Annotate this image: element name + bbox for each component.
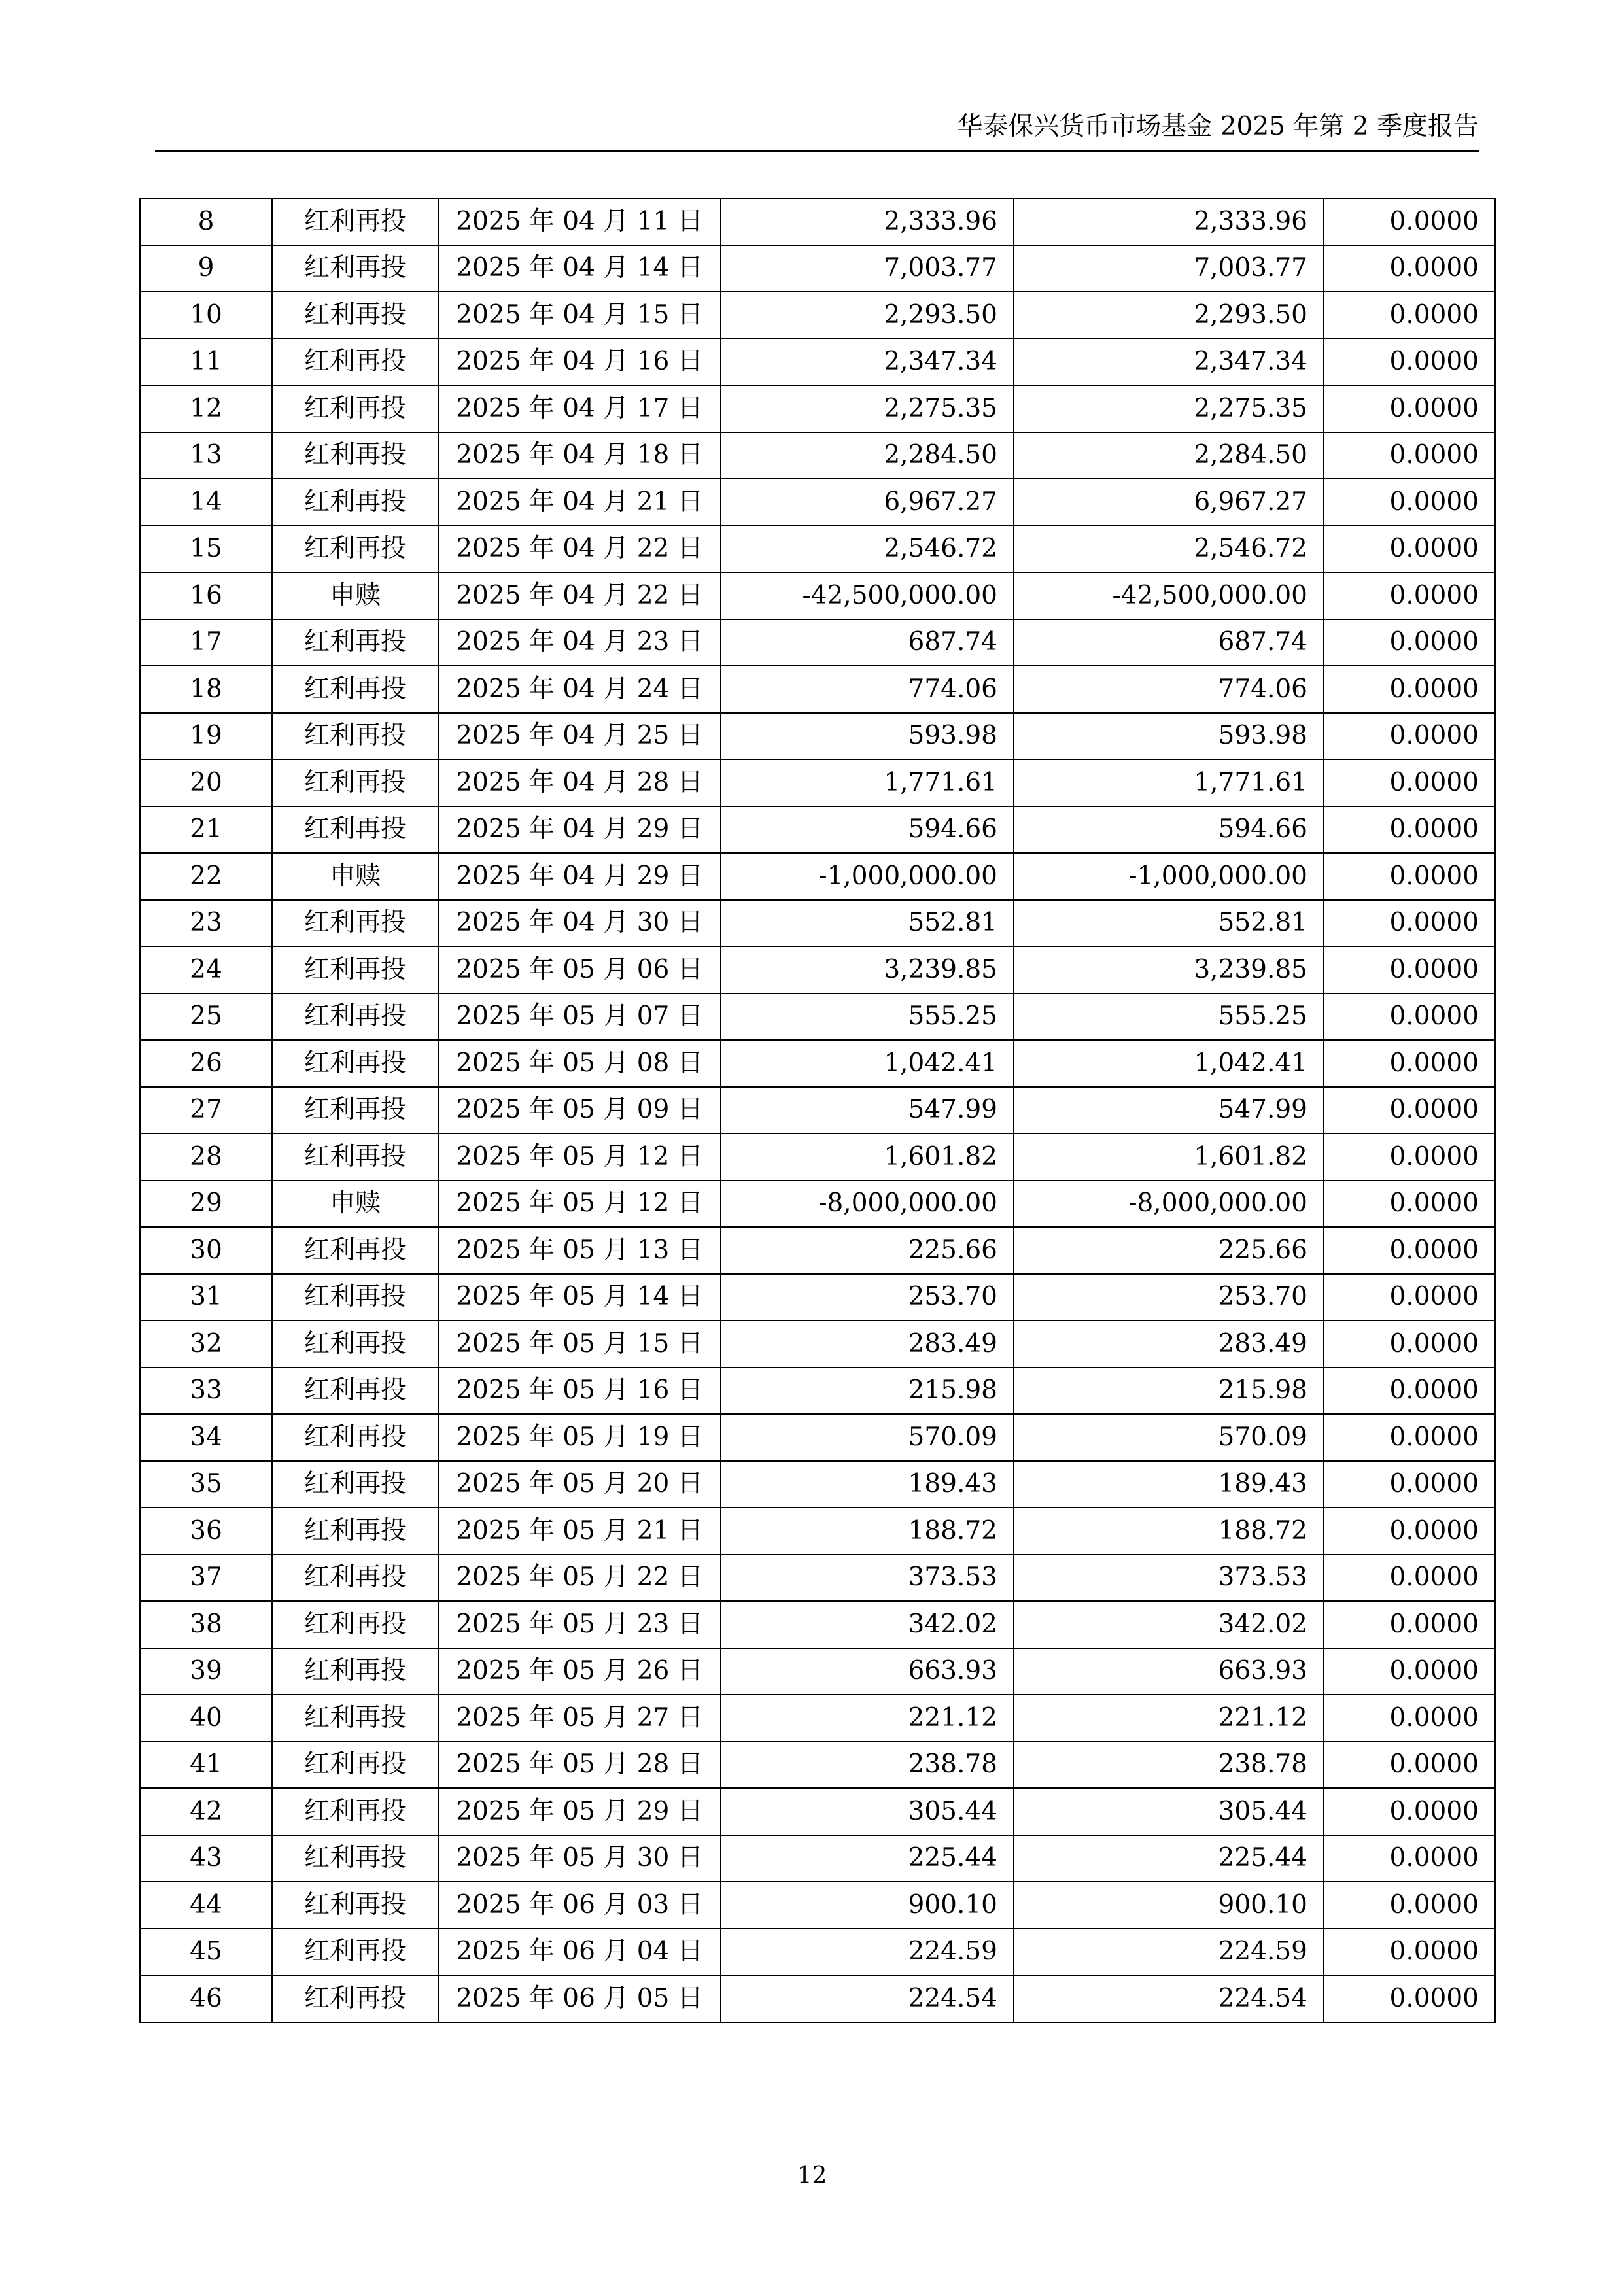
- table-row: [140, 526, 1495, 573]
- share-amount-cell: 373.53: [1014, 1555, 1324, 1602]
- amount-cell: 221.12: [721, 1695, 1014, 1742]
- table-row: [140, 1835, 1495, 1882]
- transaction-date-cell: 2025 年 04 月 23 日: [438, 619, 721, 666]
- transaction-type-cell: 红利再投: [272, 993, 438, 1041]
- table-row: [140, 619, 1495, 666]
- amount-cell: 6,967.27: [721, 479, 1014, 526]
- transaction-type-cell: 红利再投: [272, 1274, 438, 1321]
- row-number-cell: 13: [140, 432, 272, 479]
- share-amount-cell: 253.70: [1014, 1274, 1324, 1321]
- row-number-cell: 40: [140, 1695, 272, 1742]
- row-number-cell: 27: [140, 1087, 272, 1134]
- transaction-type-cell: 红利再投: [272, 339, 438, 386]
- transaction-date-cell: 2025 年 04 月 29 日: [438, 806, 721, 854]
- transaction-date-cell: 2025 年 04 月 22 日: [438, 572, 721, 619]
- fee-cell: 0.0000: [1324, 1929, 1495, 1976]
- row-number-cell: 10: [140, 292, 272, 339]
- transaction-date-cell: 2025 年 05 月 14 日: [438, 1274, 721, 1321]
- row-number-cell: 28: [140, 1133, 272, 1181]
- fee-cell: 0.0000: [1324, 806, 1495, 854]
- table-row: [140, 432, 1495, 479]
- fee-cell: 0.0000: [1324, 666, 1495, 713]
- transaction-type-cell: 红利再投: [272, 1414, 438, 1461]
- table-row: [140, 1320, 1495, 1368]
- table-row: [140, 946, 1495, 993]
- transaction-type-cell: 红利再投: [272, 946, 438, 993]
- transaction-date-cell: 2025 年 05 月 07 日: [438, 993, 721, 1041]
- row-number-cell: 44: [140, 1882, 272, 1929]
- transaction-type-cell: 红利再投: [272, 1695, 438, 1742]
- amount-cell: 900.10: [721, 1882, 1014, 1929]
- row-number-cell: 22: [140, 853, 272, 900]
- transaction-type-cell: 红利再投: [272, 1882, 438, 1929]
- transaction-date-cell: 2025 年 04 月 30 日: [438, 900, 721, 947]
- row-number-cell: 15: [140, 526, 272, 573]
- row-number-cell: 33: [140, 1368, 272, 1415]
- amount-cell: 189.43: [721, 1461, 1014, 1508]
- share-amount-cell: 1,771.61: [1014, 759, 1324, 806]
- transaction-type-cell: 红利再投: [272, 1975, 438, 2022]
- table-row: [140, 339, 1495, 386]
- table-row: [140, 853, 1495, 900]
- transaction-type-cell: 红利再投: [272, 526, 438, 573]
- share-amount-cell: 3,239.85: [1014, 946, 1324, 993]
- amount-cell: 224.54: [721, 1975, 1014, 2022]
- transaction-type-cell: 红利再投: [272, 1648, 438, 1695]
- transaction-date-cell: 2025 年 05 月 08 日: [438, 1040, 721, 1087]
- share-amount-cell: 2,546.72: [1014, 526, 1324, 573]
- fee-cell: 0.0000: [1324, 1835, 1495, 1882]
- table-row: [140, 245, 1495, 292]
- transaction-type-cell: 红利再投: [272, 245, 438, 292]
- share-amount-cell: 593.98: [1014, 713, 1324, 760]
- row-number-cell: 42: [140, 1788, 272, 1835]
- transaction-date-cell: 2025 年 06 月 04 日: [438, 1929, 721, 1976]
- fee-cell: 0.0000: [1324, 1695, 1495, 1742]
- transaction-date-cell: 2025 年 05 月 20 日: [438, 1461, 721, 1508]
- share-amount-cell: 283.49: [1014, 1320, 1324, 1368]
- table-row: [140, 806, 1495, 854]
- transaction-type-cell: 红利再投: [272, 1087, 438, 1134]
- share-amount-cell: 224.54: [1014, 1975, 1324, 2022]
- transaction-type-cell: 红利再投: [272, 1227, 438, 1274]
- table-row: [140, 1508, 1495, 1555]
- row-number-cell: 46: [140, 1975, 272, 2022]
- table-row: [140, 1555, 1495, 1602]
- share-amount-cell: 2,275.35: [1014, 385, 1324, 432]
- transaction-type-cell: 红利再投: [272, 1742, 438, 1789]
- amount-cell: 594.66: [721, 806, 1014, 854]
- amount-cell: -8,000,000.00: [721, 1181, 1014, 1228]
- row-number-cell: 20: [140, 759, 272, 806]
- share-amount-cell: 570.09: [1014, 1414, 1324, 1461]
- amount-cell: 215.98: [721, 1368, 1014, 1415]
- transaction-date-cell: 2025 年 05 月 23 日: [438, 1601, 721, 1648]
- table-row: [140, 1929, 1495, 1976]
- amount-cell: 547.99: [721, 1087, 1014, 1134]
- transaction-date-cell: 2025 年 06 月 05 日: [438, 1975, 721, 2022]
- transaction-date-cell: 2025 年 04 月 17 日: [438, 385, 721, 432]
- fee-cell: 0.0000: [1324, 1368, 1495, 1415]
- transaction-type-cell: 红利再投: [272, 1133, 438, 1181]
- fee-cell: 0.0000: [1324, 1133, 1495, 1181]
- share-amount-cell: 594.66: [1014, 806, 1324, 854]
- share-amount-cell: 547.99: [1014, 1087, 1324, 1134]
- amount-cell: 687.74: [721, 619, 1014, 666]
- transaction-date-cell: 2025 年 04 月 14 日: [438, 245, 721, 292]
- share-amount-cell: 2,284.50: [1014, 432, 1324, 479]
- row-number-cell: 26: [140, 1040, 272, 1087]
- transaction-type-cell: 红利再投: [272, 1461, 438, 1508]
- transaction-date-cell: 2025 年 05 月 29 日: [438, 1788, 721, 1835]
- amount-cell: 1,601.82: [721, 1133, 1014, 1181]
- share-amount-cell: 189.43: [1014, 1461, 1324, 1508]
- fee-cell: 0.0000: [1324, 946, 1495, 993]
- transaction-type-cell: 红利再投: [272, 759, 438, 806]
- fee-cell: 0.0000: [1324, 1648, 1495, 1695]
- transaction-date-cell: 2025 年 04 月 28 日: [438, 759, 721, 806]
- amount-cell: 2,347.34: [721, 339, 1014, 386]
- transaction-type-cell: 红利再投: [272, 1320, 438, 1368]
- transaction-date-cell: 2025 年 04 月 25 日: [438, 713, 721, 760]
- fee-cell: 0.0000: [1324, 1975, 1495, 2022]
- transaction-date-cell: 2025 年 05 月 21 日: [438, 1508, 721, 1555]
- row-number-cell: 29: [140, 1181, 272, 1228]
- page-number: 12: [797, 2162, 827, 2189]
- transaction-type-cell: 红利再投: [272, 1555, 438, 1602]
- table-row: [140, 572, 1495, 619]
- row-number-cell: 35: [140, 1461, 272, 1508]
- table-row: [140, 1087, 1495, 1134]
- share-amount-cell: 188.72: [1014, 1508, 1324, 1555]
- transaction-date-cell: 2025 年 04 月 15 日: [438, 292, 721, 339]
- transaction-date-cell: 2025 年 04 月 24 日: [438, 666, 721, 713]
- row-number-cell: 31: [140, 1274, 272, 1321]
- row-number-cell: 39: [140, 1648, 272, 1695]
- row-number-cell: 37: [140, 1555, 272, 1602]
- row-number-cell: 19: [140, 713, 272, 760]
- share-amount-cell: 1,601.82: [1014, 1133, 1324, 1181]
- fee-cell: 0.0000: [1324, 993, 1495, 1041]
- fee-cell: 0.0000: [1324, 1181, 1495, 1228]
- share-amount-cell: 663.93: [1014, 1648, 1324, 1695]
- table-row: [140, 1368, 1495, 1415]
- share-amount-cell: -1,000,000.00: [1014, 853, 1324, 900]
- transaction-date-cell: 2025 年 05 月 09 日: [438, 1087, 721, 1134]
- amount-cell: 1,042.41: [721, 1040, 1014, 1087]
- fee-cell: 0.0000: [1324, 900, 1495, 947]
- transaction-type-cell: 红利再投: [272, 1368, 438, 1415]
- row-number-cell: 12: [140, 385, 272, 432]
- transaction-type-cell: 红利再投: [272, 432, 438, 479]
- fee-cell: 0.0000: [1324, 713, 1495, 760]
- share-amount-cell: 215.98: [1014, 1368, 1324, 1415]
- fee-cell: 0.0000: [1324, 759, 1495, 806]
- fee-cell: 0.0000: [1324, 339, 1495, 386]
- transaction-type-cell: 申赎: [272, 1181, 438, 1228]
- transaction-type-cell: 申赎: [272, 853, 438, 900]
- row-number-cell: 23: [140, 900, 272, 947]
- row-number-cell: 30: [140, 1227, 272, 1274]
- amount-cell: 663.93: [721, 1648, 1014, 1695]
- table-row: [140, 1181, 1495, 1228]
- share-amount-cell: -42,500,000.00: [1014, 572, 1324, 619]
- row-number-cell: 24: [140, 946, 272, 993]
- transaction-type-cell: 红利再投: [272, 713, 438, 760]
- transaction-type-cell: 红利再投: [272, 806, 438, 854]
- transaction-type-cell: 红利再投: [272, 198, 438, 245]
- transaction-date-cell: 2025 年 04 月 21 日: [438, 479, 721, 526]
- amount-cell: 555.25: [721, 993, 1014, 1041]
- table-row: [140, 1742, 1495, 1789]
- amount-cell: -1,000,000.00: [721, 853, 1014, 900]
- table-row: [140, 1975, 1495, 2022]
- amount-cell: 283.49: [721, 1320, 1014, 1368]
- transaction-date-cell: 2025 年 04 月 11 日: [438, 198, 721, 245]
- fee-cell: 0.0000: [1324, 619, 1495, 666]
- amount-cell: -42,500,000.00: [721, 572, 1014, 619]
- table-row: [140, 385, 1495, 432]
- transaction-date-cell: 2025 年 05 月 26 日: [438, 1648, 721, 1695]
- fee-cell: 0.0000: [1324, 1601, 1495, 1648]
- transaction-date-cell: 2025 年 05 月 12 日: [438, 1133, 721, 1181]
- transaction-date-cell: 2025 年 05 月 27 日: [438, 1695, 721, 1742]
- row-number-cell: 11: [140, 339, 272, 386]
- amount-cell: 2,333.96: [721, 198, 1014, 245]
- table-row: [140, 900, 1495, 947]
- amount-cell: 188.72: [721, 1508, 1014, 1555]
- fee-cell: 0.0000: [1324, 1320, 1495, 1368]
- share-amount-cell: 2,347.34: [1014, 339, 1324, 386]
- amount-cell: 373.53: [721, 1555, 1014, 1602]
- transaction-table-body: [140, 198, 1495, 2022]
- table-row: [140, 1414, 1495, 1461]
- transaction-type-cell: 申赎: [272, 572, 438, 619]
- table-row: [140, 1274, 1495, 1321]
- table-row: [140, 1648, 1495, 1695]
- row-number-cell: 32: [140, 1320, 272, 1368]
- amount-cell: 7,003.77: [721, 245, 1014, 292]
- fee-cell: 0.0000: [1324, 853, 1495, 900]
- transaction-date-cell: 2025 年 05 月 22 日: [438, 1555, 721, 1602]
- table-row: [140, 1133, 1495, 1181]
- fee-cell: 0.0000: [1324, 245, 1495, 292]
- amount-cell: 224.59: [721, 1929, 1014, 1976]
- table-row: [140, 292, 1495, 339]
- fee-cell: 0.0000: [1324, 1508, 1495, 1555]
- share-amount-cell: 687.74: [1014, 619, 1324, 666]
- share-amount-cell: 900.10: [1014, 1882, 1324, 1929]
- amount-cell: 2,546.72: [721, 526, 1014, 573]
- transaction-type-cell: 红利再投: [272, 1835, 438, 1882]
- row-number-cell: 41: [140, 1742, 272, 1789]
- share-amount-cell: 555.25: [1014, 993, 1324, 1041]
- fee-cell: 0.0000: [1324, 1461, 1495, 1508]
- fee-cell: 0.0000: [1324, 292, 1495, 339]
- transaction-date-cell: 2025 年 04 月 29 日: [438, 853, 721, 900]
- transaction-type-cell: 红利再投: [272, 385, 438, 432]
- table-row: [140, 1461, 1495, 1508]
- transaction-type-cell: 红利再投: [272, 1788, 438, 1835]
- transaction-date-cell: 2025 年 05 月 12 日: [438, 1181, 721, 1228]
- table-row: [140, 198, 1495, 245]
- transaction-date-cell: 2025 年 05 月 15 日: [438, 1320, 721, 1368]
- transaction-type-cell: 红利再投: [272, 900, 438, 947]
- fee-cell: 0.0000: [1324, 479, 1495, 526]
- row-number-cell: 38: [140, 1601, 272, 1648]
- row-number-cell: 9: [140, 245, 272, 292]
- transaction-table-container: [139, 198, 1496, 2023]
- transaction-date-cell: 2025 年 05 月 28 日: [438, 1742, 721, 1789]
- fee-cell: 0.0000: [1324, 1227, 1495, 1274]
- amount-cell: 225.44: [721, 1835, 1014, 1882]
- fee-cell: 0.0000: [1324, 1414, 1495, 1461]
- amount-cell: 2,275.35: [721, 385, 1014, 432]
- amount-cell: 225.66: [721, 1227, 1014, 1274]
- amount-cell: 253.70: [721, 1274, 1014, 1321]
- fee-cell: 0.0000: [1324, 198, 1495, 245]
- amount-cell: 342.02: [721, 1601, 1014, 1648]
- row-number-cell: 17: [140, 619, 272, 666]
- amount-cell: 305.44: [721, 1788, 1014, 1835]
- share-amount-cell: 221.12: [1014, 1695, 1324, 1742]
- fee-cell: 0.0000: [1324, 1087, 1495, 1134]
- fee-cell: 0.0000: [1324, 432, 1495, 479]
- share-amount-cell: 238.78: [1014, 1742, 1324, 1789]
- fee-cell: 0.0000: [1324, 1555, 1495, 1602]
- table-row: [140, 666, 1495, 713]
- transaction-type-cell: 红利再投: [272, 1040, 438, 1087]
- fee-cell: 0.0000: [1324, 1742, 1495, 1789]
- share-amount-cell: 1,042.41: [1014, 1040, 1324, 1087]
- amount-cell: 570.09: [721, 1414, 1014, 1461]
- table-row: [140, 1788, 1495, 1835]
- share-amount-cell: 342.02: [1014, 1601, 1324, 1648]
- share-amount-cell: -8,000,000.00: [1014, 1181, 1324, 1228]
- row-number-cell: 16: [140, 572, 272, 619]
- table-row: [140, 1227, 1495, 1274]
- table-row: [140, 1040, 1495, 1087]
- transaction-date-cell: 2025 年 04 月 22 日: [438, 526, 721, 573]
- amount-cell: 552.81: [721, 900, 1014, 947]
- table-row: [140, 1695, 1495, 1742]
- row-number-cell: 45: [140, 1929, 272, 1976]
- row-number-cell: 8: [140, 198, 272, 245]
- share-amount-cell: 2,333.96: [1014, 198, 1324, 245]
- amount-cell: 2,293.50: [721, 292, 1014, 339]
- table-row: [140, 479, 1495, 526]
- transaction-date-cell: 2025 年 05 月 19 日: [438, 1414, 721, 1461]
- transaction-type-cell: 红利再投: [272, 1601, 438, 1648]
- fee-cell: 0.0000: [1324, 1274, 1495, 1321]
- share-amount-cell: 774.06: [1014, 666, 1324, 713]
- row-number-cell: 14: [140, 479, 272, 526]
- row-number-cell: 36: [140, 1508, 272, 1555]
- transaction-type-cell: 红利再投: [272, 292, 438, 339]
- amount-cell: 1,771.61: [721, 759, 1014, 806]
- table-row: [140, 759, 1495, 806]
- table-row: [140, 1882, 1495, 1929]
- share-amount-cell: 2,293.50: [1014, 292, 1324, 339]
- fee-cell: 0.0000: [1324, 572, 1495, 619]
- transaction-date-cell: 2025 年 04 月 16 日: [438, 339, 721, 386]
- share-amount-cell: 552.81: [1014, 900, 1324, 947]
- transaction-date-cell: 2025 年 05 月 13 日: [438, 1227, 721, 1274]
- amount-cell: 774.06: [721, 666, 1014, 713]
- transaction-date-cell: 2025 年 06 月 03 日: [438, 1882, 721, 1929]
- transaction-date-cell: 2025 年 04 月 18 日: [438, 432, 721, 479]
- transaction-type-cell: 红利再投: [272, 1508, 438, 1555]
- amount-cell: 2,284.50: [721, 432, 1014, 479]
- row-number-cell: 18: [140, 666, 272, 713]
- row-number-cell: 34: [140, 1414, 272, 1461]
- transaction-date-cell: 2025 年 05 月 06 日: [438, 946, 721, 993]
- share-amount-cell: 225.66: [1014, 1227, 1324, 1274]
- transaction-type-cell: 红利再投: [272, 479, 438, 526]
- transaction-type-cell: 红利再投: [272, 666, 438, 713]
- share-amount-cell: 305.44: [1014, 1788, 1324, 1835]
- amount-cell: 593.98: [721, 713, 1014, 760]
- fee-cell: 0.0000: [1324, 1040, 1495, 1087]
- transaction-type-cell: 红利再投: [272, 1929, 438, 1976]
- fee-cell: 0.0000: [1324, 1882, 1495, 1929]
- fee-cell: 0.0000: [1324, 526, 1495, 573]
- transaction-type-cell: 红利再投: [272, 619, 438, 666]
- table-row: [140, 1601, 1495, 1648]
- row-number-cell: 25: [140, 993, 272, 1041]
- share-amount-cell: 225.44: [1014, 1835, 1324, 1882]
- share-amount-cell: 6,967.27: [1014, 479, 1324, 526]
- transaction-table: [139, 198, 1496, 2023]
- header-divider: [155, 150, 1479, 152]
- fee-cell: 0.0000: [1324, 385, 1495, 432]
- amount-cell: 3,239.85: [721, 946, 1014, 993]
- report-header-title: 华泰保兴货币市场基金 2025 年第 2 季度报告: [957, 112, 1479, 141]
- share-amount-cell: 224.59: [1014, 1929, 1324, 1976]
- table-row: [140, 993, 1495, 1041]
- row-number-cell: 21: [140, 806, 272, 854]
- share-amount-cell: 7,003.77: [1014, 245, 1324, 292]
- table-row: [140, 713, 1495, 760]
- transaction-date-cell: 2025 年 05 月 16 日: [438, 1368, 721, 1415]
- transaction-date-cell: 2025 年 05 月 30 日: [438, 1835, 721, 1882]
- row-number-cell: 43: [140, 1835, 272, 1882]
- fee-cell: 0.0000: [1324, 1788, 1495, 1835]
- amount-cell: 238.78: [721, 1742, 1014, 1789]
